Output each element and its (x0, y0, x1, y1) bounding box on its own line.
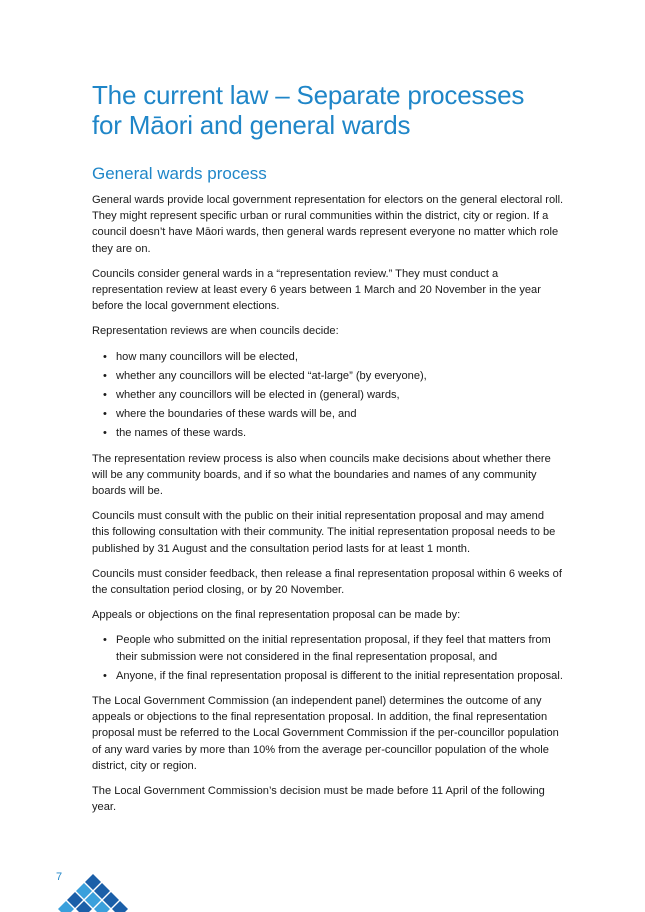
paragraph-reviews-decide: Representation reviews are when councils decide: (92, 325, 339, 338)
appeal-list (92, 632, 564, 684)
list-item: • whether any councillors will be elected in (general) wards, (92, 387, 564, 403)
page-title-line-2: for Māori and general wards (92, 110, 411, 140)
bullet-icon: • (103, 350, 107, 363)
list-item: • where the boundaries of these wards will be, and (92, 406, 564, 422)
paragraph-final-proposal: Councils must consider feedback, then release a final representation proposal within 6 weeks of the consultation period closing, or by 20 November. (92, 567, 562, 597)
list-item: • the names of these wards. (92, 425, 564, 441)
paragraph-community-boards: The representation review process is also when councils make decisions about whether there will be any community boards, and if so what the boundaries and names of any community boards will be. (92, 452, 551, 498)
paragraph-commission-decision: The Local Government Commission’s decision must be made before 11 April of the following year. (92, 785, 545, 814)
paragraph-consultation: Councils must consult with the public on their initial representation proposal and may amend this following consultation with their community. The initial representation proposal needs to be published by 31 August and the consultation period lasts for at least 1 month. (92, 510, 556, 555)
bullet-icon: • (103, 634, 107, 647)
page-title (92, 80, 564, 140)
section-heading: General wards process (92, 164, 267, 183)
page-number: 7 (56, 871, 63, 883)
bullet-icon: • (103, 408, 107, 421)
paragraph-representation-review: Councils consider general wards in a “representation review.” They must conduct a representation review at least every 6 years between 1 March and 20 November in the year before the local government elections. (92, 267, 541, 313)
paragraph-commission: The Local Government Commission (an independent panel) determines the outcome of any appeals or objections to the final representation proposal. In addition, the final representation proposal must be referred to the Local Government Commission if the per-councillor population of any ward varies by more than 10% from the average per-councillor population of the whole district, city or region. (92, 695, 559, 772)
list-item: • People who submitted on the initial representation proposal, if they feel that matters from their submission were not considered in the final representation proposal, and (103, 634, 551, 663)
bullet-icon: • (103, 427, 107, 440)
decide-list (92, 349, 564, 442)
bullet-icon: • (103, 669, 107, 682)
paragraph-general-wards: General wards provide local government representation for electors on the general electoral roll. They might represent specific urban or rural communities within the district, city or region. If a council doesn’t have Māori wards, then general wards represent everyone no matter which role they are on. (92, 194, 564, 255)
bullet-icon: • (103, 369, 107, 382)
list-item: • how many councillors will be elected, (92, 349, 564, 365)
list-item: • whether any councillors will be elected “at-large” (by everyone), (92, 368, 564, 384)
list-item: • Anyone, if the final representation proposal is different to the initial representation proposal. (92, 668, 564, 684)
page-title-line-1: The current law – Separate processes (92, 80, 525, 110)
document-page (92, 80, 564, 825)
diamond-pattern-logo-icon (56, 874, 132, 912)
bullet-icon: • (103, 389, 107, 402)
paragraph-appeals-intro: Appeals or objections on the final representation proposal can be made by: (92, 609, 461, 622)
